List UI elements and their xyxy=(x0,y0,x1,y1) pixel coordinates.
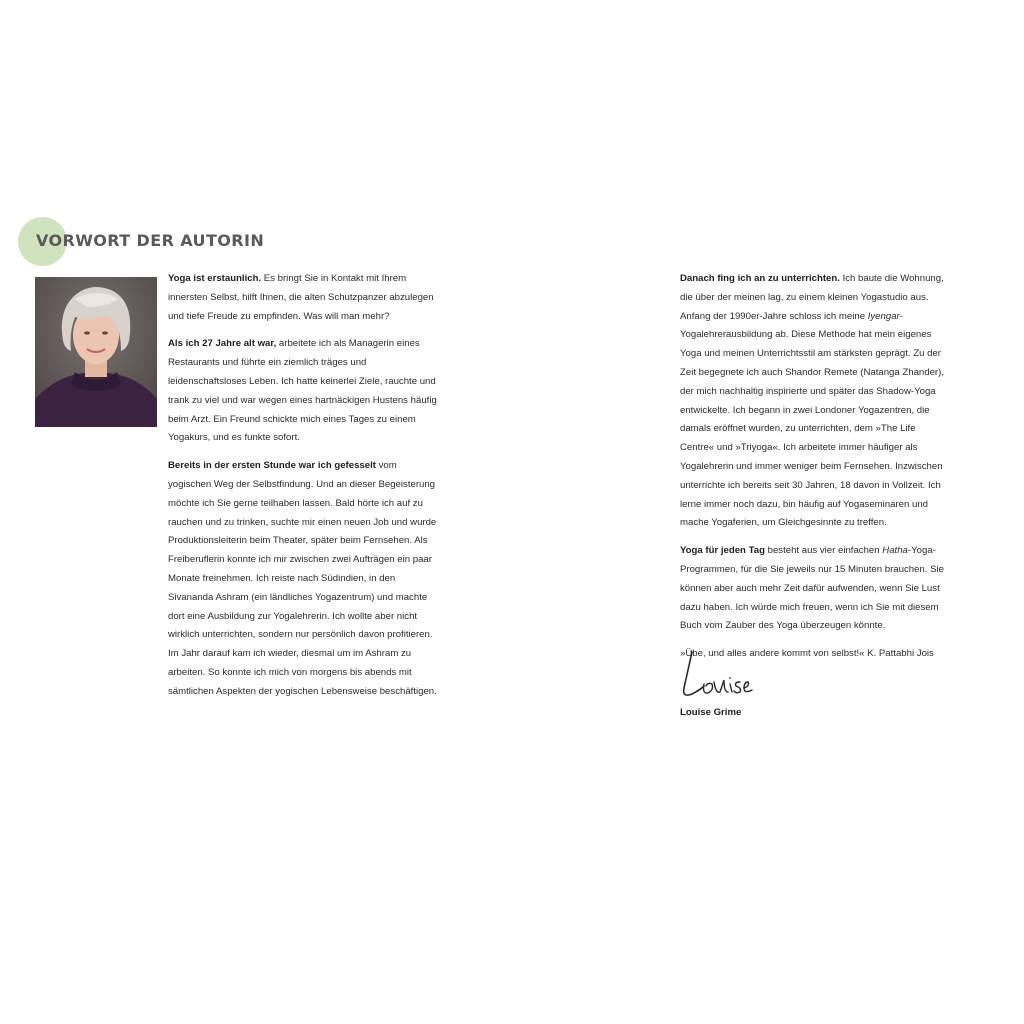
handwritten-signature xyxy=(678,648,758,704)
left-column xyxy=(168,270,438,711)
paragraph: Yoga ist erstaunlich. Es bringt Sie in Kontakt mit Ihrem innersten Selbst, hilft Ihnen, die alten Schutzpanzer abzulegen und tiefe Freude zu empfinden. Was will man mehr? xyxy=(168,273,434,322)
author-photo xyxy=(35,277,157,427)
page-title: VORWORT DER AUTORIN xyxy=(36,231,265,250)
quote: »Übe, und alles andere kommt von selbst!« K. Pattabhi Jois xyxy=(680,648,934,660)
paragraph: Als ich 27 Jahre alt war, arbeitete ich als Managerin eines Restaurants und führte ein ziemlich träges und leidenschaftsloses Leben. Ich hatte keinerlei Ziele, rauchte und trank zu viel und war wegen eines hartnäckigen Hustens häufig beim Arzt. Ein Freund schickte mich eines Tages zu einem Yogakurs, und es funkte sofort. xyxy=(168,338,437,444)
signer-name: Louise Grime xyxy=(680,707,742,718)
paragraph: Bereits in der ersten Stunde war ich gefesselt vom yogischen Weg der Selbstfindung. Und an dieser Begeisterung möchte ich Sie gerne teilhaben lassen. Bald hörte ich auf zu rauchen und zu trinken, suchte mir einen neuen Job und wurde Produktionsleiterin beim Theater, später beim Fernsehen. Als Freiberuflerin konnte ich mir zwischen zwei Aufträgen ein paar Monate freinehmen. Ich reiste nach Südindien, in den Sivananda Ashram (ein ländliches Yogazentrum) und machte dort eine Ausbildung zur Yogalehrerin. Ich wollte aber nicht wirklich unterrichten, sondern nur persönlich davon profitieren. Im Jahr darauf kam ich wieder, diesmal um im Ashram zu arbeiten. So konnte ich mich von morgens bis abends mit sämtlichen Aspekten der yogischen Lebensweise beschäftigen. xyxy=(168,460,437,697)
paragraph: Danach fing ich an zu unterrichten. Ich baute die Wohnung, die über der meinen lag, zu einem kleinen Yogastudio aus. Anfang der 1990er-Jahre schloss ich meine Iyengar-Yogalehrerausbildung ab. Diese Methode hat mein eigenes Yoga und meinen Unterrichtsstil am stärksten geprägt. Zu der Zeit begegnete ich auch Shandor Remete (Natanga Zhander), der mich nachhaltig inspirierte und später das Shadow-Yoga entwickelte. Ich begann in zwei Londoner Yogazentren, die damals eröffnet wurden, zu unterrichten, dem »The Life Centre« und »Triyoga«. Ich arbeitete immer häufiger als Yogalehrerin und immer weniger beim Fernsehen. Inzwischen unterrichte ich bereits seit 30 Jahren, 18 davon in Vollzeit. Ich lerne immer noch dazu, bin häufig auf Yogaseminaren und mache Yogaferien, um Gleichgesinnte zu treffen. xyxy=(680,273,944,529)
paragraph: Yoga für jeden Tag besteht aus vier einfachen Hatha-Yoga-Programmen, für die Sie jeweils nur 15 Minuten brauchen. Sie können aber auch mehr Zeit dafür aufwenden, wenn Sie Lust dazu haben. Ich würde mich freuen, wenn ich Sie mit diesem Buch vom Zauber des Yoga überzeugen könnte. xyxy=(680,545,944,632)
right-column xyxy=(680,270,950,673)
